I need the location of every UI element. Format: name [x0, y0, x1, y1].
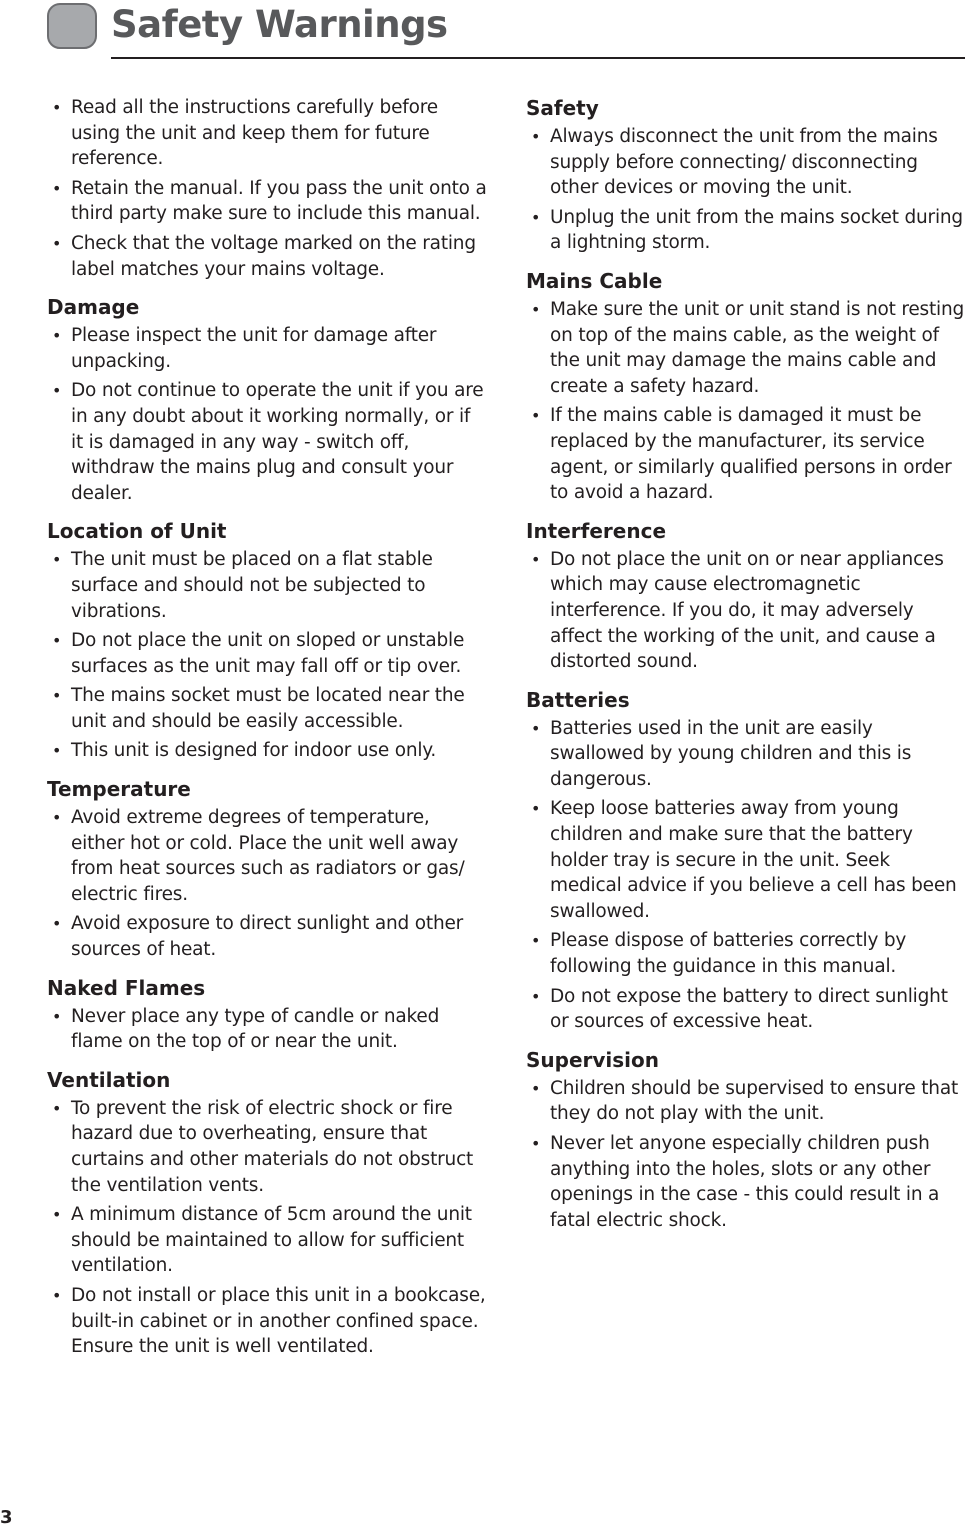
- bullet-list: [526, 547, 965, 675]
- bullet-list: [526, 297, 965, 506]
- list-item-text: This unit is designed for indoor use only.: [71, 740, 437, 762]
- bullet-icon: •: [531, 1134, 541, 1153]
- list-item-text: Check that the voltage marked on the rating label matches your mains voltage.: [71, 232, 476, 280]
- bullet-icon: •: [52, 1285, 62, 1305]
- list-item-text: Read all the instructions carefully before using the unit and keep them for future reference.: [71, 97, 438, 170]
- list-item-text: If the mains cable is damaged it must be replaced by the manufacturer, its service agent, or similarly qualified persons in order to avoid a hazard.: [550, 405, 952, 504]
- list-item: [47, 231, 487, 282]
- bullet-icon: •: [52, 98, 62, 117]
- list-item: [526, 716, 965, 793]
- section-batteries: [526, 687, 965, 1035]
- list-item: [47, 628, 487, 679]
- bullet-icon: •: [52, 1006, 62, 1026]
- list-item-text: Retain the manual. If you pass the unit onto a third party make sure to include this manual.: [71, 177, 487, 225]
- bullet-list: [47, 95, 487, 282]
- section-heading: Damage: [47, 295, 140, 320]
- list-item: [47, 378, 487, 506]
- list-item-text: Do not place the unit on or near appliances which may cause electromagnetic interference. If you do, it may adversely affect the working of the unit, and cause a distorted sound.: [550, 548, 944, 673]
- section-heading: Safety: [526, 96, 599, 120]
- section-ventilation: [47, 1067, 487, 1360]
- list-item: [526, 124, 965, 201]
- section-heading: Naked Flames: [47, 975, 206, 1000]
- section-temperature: [47, 776, 487, 963]
- section-tab-icon: [47, 3, 97, 49]
- list-item: [526, 403, 965, 505]
- bullet-list: [526, 716, 965, 1035]
- list-item: [526, 205, 965, 256]
- section-intro: [47, 95, 487, 282]
- list-item: [47, 1004, 487, 1055]
- bullet-icon: •: [52, 631, 62, 651]
- bullet-icon: •: [52, 233, 62, 253]
- list-item: [47, 95, 487, 172]
- bullet-icon: •: [531, 549, 541, 569]
- bullet-icon: •: [52, 550, 62, 570]
- bullet-icon: •: [52, 1205, 62, 1225]
- list-item-text: The mains socket must be located near the unit and should be easily accessible.: [71, 685, 465, 732]
- list-item-text: Do not expose the battery to direct sunlight or sources of excessive heat.: [550, 985, 948, 1033]
- bullet-list: [47, 805, 487, 963]
- list-item-text: Never let anyone especially children push anything into the holes, slots or any other openings in the case - this could result in a fatal electric shock.: [550, 1133, 940, 1231]
- bullet-icon: •: [531, 931, 541, 951]
- list-item-text: Always disconnect the unit from the mains supply before connecting/ disconnecting other devices or moving the unit.: [550, 126, 938, 199]
- header-divider: [111, 57, 965, 59]
- page-header: [0, 0, 965, 60]
- list-item: [47, 1096, 487, 1198]
- right-column: [526, 95, 965, 1245]
- list-item-text: Do not place the unit on sloped or unstable surfaces as the unit may fall off or tip over.: [71, 630, 465, 677]
- bullet-icon: •: [52, 914, 62, 934]
- list-item-text: Batteries used in the unit are easily swallowed by young children and this is dangerous.: [550, 717, 912, 790]
- list-item: [526, 984, 965, 1035]
- bullet-icon: •: [52, 741, 62, 761]
- section-heading: Interference: [526, 518, 667, 543]
- section-mains-cable: [526, 268, 965, 506]
- list-item: [47, 805, 487, 907]
- list-item: [526, 1131, 965, 1233]
- list-item: [47, 1202, 487, 1279]
- list-item-text: Keep loose batteries away from young children and make sure that the battery holder tray is secure in the unit. Seek medical advice if you believe a cell has been swallowed.: [550, 798, 957, 922]
- section-naked-flames: [47, 975, 487, 1055]
- bullet-icon: •: [531, 127, 541, 146]
- list-item-text: Avoid extreme degrees of temperature, either hot or cold. Place the unit well away from heat sources such as radiators or gas/ electric fires.: [71, 807, 465, 905]
- section-damage: [47, 294, 487, 506]
- list-item: [47, 323, 487, 374]
- section-safety: [526, 95, 965, 256]
- bullet-icon: •: [531, 207, 541, 227]
- list-item-text: Make sure the unit or unit stand is not resting on top of the mains cable, as the weight of the unit may damage the mains cable and create a safety hazard.: [550, 298, 965, 397]
- list-item-text: To prevent the risk of electric shock or fire hazard due to overheating, ensure that curtains and other materials do not obstruct the ventilation vents.: [71, 1097, 474, 1196]
- list-item: [47, 176, 487, 227]
- bullet-list: [47, 547, 487, 764]
- list-item-text: Children should be supervised to ensure that they do not play with the unit.: [550, 1077, 959, 1125]
- bullet-icon: •: [531, 718, 541, 738]
- section-heading: Supervision: [526, 1047, 660, 1072]
- bullet-icon: •: [531, 406, 541, 426]
- section-location: [47, 518, 487, 764]
- bullet-list: [526, 1076, 965, 1234]
- section-heading: Ventilation: [47, 1067, 171, 1092]
- list-item: [47, 683, 487, 734]
- bullet-icon: •: [52, 686, 62, 706]
- bullet-icon: •: [531, 986, 541, 1006]
- page-title: Safety Warnings: [111, 3, 448, 46]
- list-item-text: Do not install or place this unit in a bookcase, built-in cabinet or in another confined space. Ensure the unit is well ventilated.: [71, 1284, 486, 1358]
- bullet-list: [47, 1004, 487, 1055]
- list-item-text: Unplug the unit from the mains socket during a lightning storm.: [550, 206, 963, 254]
- list-item-text: Please dispose of batteries correctly by following the guidance in this manual.: [550, 930, 907, 978]
- bullet-icon: •: [52, 808, 62, 828]
- list-item: [47, 547, 487, 624]
- list-item: [526, 928, 965, 979]
- section-heading: Batteries: [526, 687, 630, 712]
- list-item-text: The unit must be placed on a flat stable surface and should not be subjected to vibrations.: [71, 549, 433, 622]
- list-item: [526, 796, 965, 924]
- section-heading: Temperature: [47, 777, 191, 802]
- section-supervision: [526, 1047, 965, 1234]
- list-item-text: Avoid exposure to direct sunlight and other sources of heat.: [71, 913, 464, 961]
- list-item: [47, 911, 487, 962]
- bullet-icon: •: [52, 326, 62, 346]
- section-heading: Mains Cable: [526, 268, 663, 293]
- list-item: [47, 738, 487, 764]
- bullet-icon: •: [52, 178, 62, 198]
- list-item: [47, 1283, 487, 1360]
- bullet-icon: •: [531, 799, 541, 819]
- list-item-text: Never place any type of candle or naked flame on the top of or near the unit.: [71, 1005, 440, 1053]
- bullet-list: [47, 323, 487, 506]
- bullet-icon: •: [52, 381, 62, 401]
- left-column: [47, 95, 487, 1372]
- bullet-icon: •: [531, 299, 541, 319]
- bullet-list: [47, 1096, 487, 1360]
- page-number: 3: [0, 1507, 13, 1528]
- list-item: [526, 297, 965, 399]
- list-item: [526, 547, 965, 675]
- section-interference: [526, 518, 965, 675]
- list-item: [526, 1076, 965, 1127]
- bullet-icon: •: [52, 1098, 62, 1118]
- list-item-text: Do not continue to operate the unit if you are in any doubt about it working normally, or if it is damaged in any way - switch off, withdraw the mains plug and consult your dealer.: [71, 380, 484, 504]
- list-item-text: Please inspect the unit for damage after unpacking.: [71, 325, 437, 372]
- bullet-icon: •: [531, 1078, 541, 1098]
- section-heading: Location of Unit: [47, 519, 227, 544]
- bullet-list: [526, 124, 965, 256]
- list-item-text: A minimum distance of 5cm around the unit should be maintained to allow for sufficient ventilation.: [71, 1204, 472, 1277]
